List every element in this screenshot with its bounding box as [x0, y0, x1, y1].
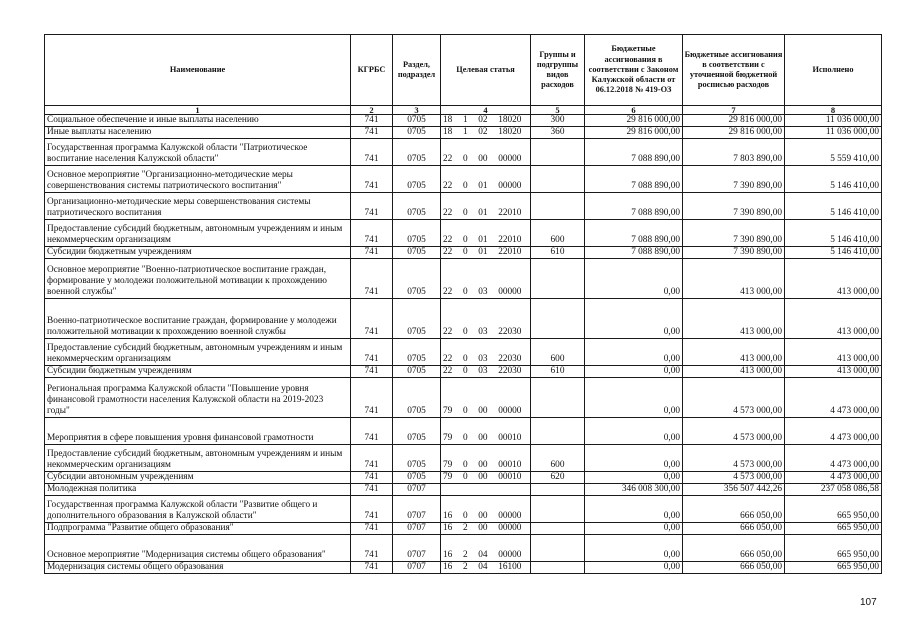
- table-cell-executed: 5 559 410,00: [785, 139, 882, 166]
- column-number: 4: [441, 106, 531, 115]
- table-cell-executed: 413 000,00: [785, 299, 882, 339]
- table-cell-law: 0,00: [585, 366, 683, 378]
- table-cell-name: Региональная программа Калужской области "Повышение уровня финансовой грамотности населения Калужской области на 2019-2023 годы": [45, 378, 351, 418]
- table-cell-refined: 7 390 890,00: [683, 220, 785, 247]
- table-row: [45, 496, 882, 523]
- table-row: [45, 127, 882, 139]
- table-cell-section: 0705: [393, 127, 441, 139]
- table-cell-section: 0707: [393, 496, 441, 523]
- table-cell-kgrbs: 741: [351, 445, 393, 472]
- table-row: [45, 472, 882, 484]
- table-cell-law: 7 088 890,00: [585, 247, 683, 259]
- table-cell-section: 0705: [393, 259, 441, 299]
- table-cell-kgrbs: 741: [351, 496, 393, 523]
- table-cell-target: 22 0 03 22030: [441, 339, 531, 366]
- table-cell-refined: 356 507 442,26: [683, 484, 785, 496]
- table-cell-refined: 29 816 000,00: [683, 115, 785, 127]
- table-cell-target: 79 0 00 00010: [441, 472, 531, 484]
- table-cell-kgrbs: 741: [351, 339, 393, 366]
- table-cell-group: 600: [531, 220, 585, 247]
- column-number: 3: [393, 106, 441, 115]
- table-cell-target: 16 0 00 00000: [441, 496, 531, 523]
- table-cell-refined: 666 050,00: [683, 562, 785, 574]
- table-cell-group: [531, 193, 585, 220]
- table-cell-name: Субсидии бюджетным учреждениям: [45, 247, 351, 259]
- page-number: 107: [860, 597, 877, 608]
- table-cell-group: [531, 166, 585, 193]
- table-cell-target: 22 0 03 00000: [441, 259, 531, 299]
- table-cell-group: 360: [531, 127, 585, 139]
- table-cell-refined: 666 050,00: [683, 523, 785, 535]
- header-group: Группы и подгруппы видов расходов: [531, 35, 585, 106]
- table-cell-law: 29 816 000,00: [585, 115, 683, 127]
- table-cell-executed: 413 000,00: [785, 259, 882, 299]
- table-cell-target: 22 0 01 00000: [441, 166, 531, 193]
- table-cell-group: 600: [531, 445, 585, 472]
- table-cell-name: Модернизация системы общего образования: [45, 562, 351, 574]
- table-row: [45, 562, 882, 574]
- header-kgrbs: КГРБС: [351, 35, 393, 106]
- table-cell-group: [531, 378, 585, 418]
- table-cell-executed: 5 146 410,00: [785, 220, 882, 247]
- table-cell-section: 0705: [393, 220, 441, 247]
- table-cell-group: 600: [531, 339, 585, 366]
- table-cell-kgrbs: 741: [351, 535, 393, 562]
- table-cell-name: Основное мероприятие "Военно-патриотическое воспитание граждан, формирование у молодежи положительной мотивации к прохождению военной службы": [45, 259, 351, 299]
- table-cell-group: 610: [531, 247, 585, 259]
- table-cell-section: 0705: [393, 418, 441, 445]
- table-cell-name: Военно-патриотическое воспитание граждан, формирование у молодежи положительной мотивации к прохождению военной службы: [45, 299, 351, 339]
- table-cell-name: Государственная программа Калужской области "Патриотическое воспитание населения Калужской области": [45, 139, 351, 166]
- table-row: [45, 247, 882, 259]
- table-cell-executed: 5 146 410,00: [785, 247, 882, 259]
- table-row: [45, 220, 882, 247]
- table-cell-law: 346 008 300,00: [585, 484, 683, 496]
- table-cell-kgrbs: 741: [351, 418, 393, 445]
- table-cell-kgrbs: 741: [351, 193, 393, 220]
- table-cell-kgrbs: 741: [351, 166, 393, 193]
- table-cell-refined: 4 573 000,00: [683, 378, 785, 418]
- table-cell-target: 22 0 01 22010: [441, 220, 531, 247]
- table-cell-kgrbs: 741: [351, 127, 393, 139]
- table-cell-refined: 7 803 890,00: [683, 139, 785, 166]
- table-cell-group: [531, 484, 585, 496]
- table-row: [45, 378, 882, 418]
- table-cell-refined: 413 000,00: [683, 259, 785, 299]
- table-row: [45, 259, 882, 299]
- table-cell-target: 79 0 00 00010: [441, 445, 531, 472]
- table-cell-section: 0707: [393, 535, 441, 562]
- header-row: [45, 35, 882, 106]
- table-cell-group: [531, 418, 585, 445]
- table-cell-group: [531, 139, 585, 166]
- table-row: [45, 339, 882, 366]
- table-cell-executed: 4 473 000,00: [785, 418, 882, 445]
- table-row: [45, 139, 882, 166]
- table-cell-law: 7 088 890,00: [585, 220, 683, 247]
- table-cell-name: Предоставление субсидий бюджетным, автономным учреждениям и иным некоммерческим организациям: [45, 339, 351, 366]
- table-cell-group: 620: [531, 472, 585, 484]
- table-cell-target: 16 2 04 16100: [441, 562, 531, 574]
- table-cell-section: 0705: [393, 472, 441, 484]
- table-cell-law: 0,00: [585, 259, 683, 299]
- budget-table: [44, 34, 882, 574]
- table-cell-section: 0705: [393, 139, 441, 166]
- table-row: [45, 418, 882, 445]
- table-cell-kgrbs: 741: [351, 562, 393, 574]
- table-cell-refined: 4 573 000,00: [683, 472, 785, 484]
- header-target: Целевая статья: [441, 35, 531, 106]
- table-cell-group: [531, 523, 585, 535]
- table-cell-executed: 5 146 410,00: [785, 193, 882, 220]
- table-cell-refined: 666 050,00: [683, 535, 785, 562]
- table-cell-section: 0705: [393, 166, 441, 193]
- header-executed: Исполнено: [785, 35, 882, 106]
- table-cell-executed: 4 473 000,00: [785, 472, 882, 484]
- table-cell-executed: 4 473 000,00: [785, 445, 882, 472]
- table-cell-executed: 5 146 410,00: [785, 166, 882, 193]
- table-cell-name: Предоставление субсидий бюджетным, автономным учреждениям и иным некоммерческим организациям: [45, 445, 351, 472]
- table-cell-group: [531, 535, 585, 562]
- table-cell-name: Организационно-методические меры совершенствования системы патриотического воспитания: [45, 193, 351, 220]
- table-cell-section: 0705: [393, 366, 441, 378]
- table-row: [45, 193, 882, 220]
- table-cell-executed: 665 950,00: [785, 523, 882, 535]
- table-cell-name: Иные выплаты населению: [45, 127, 351, 139]
- table-cell-kgrbs: 741: [351, 366, 393, 378]
- table-cell-law: 0,00: [585, 472, 683, 484]
- table-cell-executed: 413 000,00: [785, 366, 882, 378]
- table-row: [45, 366, 882, 378]
- table-cell-kgrbs: 741: [351, 220, 393, 247]
- table-cell-kgrbs: 741: [351, 115, 393, 127]
- table-cell-refined: 666 050,00: [683, 496, 785, 523]
- table-cell-law: 7 088 890,00: [585, 193, 683, 220]
- table-cell-kgrbs: 741: [351, 259, 393, 299]
- table-cell-target: 18 1 02 18020: [441, 115, 531, 127]
- table-cell-group: [531, 562, 585, 574]
- table-cell-kgrbs: 741: [351, 299, 393, 339]
- table-cell-refined: 4 573 000,00: [683, 445, 785, 472]
- table-cell-target: 16 2 00 00000: [441, 523, 531, 535]
- table-cell-kgrbs: 741: [351, 484, 393, 496]
- table-cell-target: [441, 484, 531, 496]
- table-cell-executed: 11 036 000,00: [785, 127, 882, 139]
- table-cell-name: Молодежная политика: [45, 484, 351, 496]
- table-cell-target: 22 0 01 22010: [441, 193, 531, 220]
- table-cell-refined: 4 573 000,00: [683, 418, 785, 445]
- table-cell-target: 79 0 00 00000: [441, 378, 531, 418]
- header-name: Наименование: [45, 35, 351, 106]
- table-row: [45, 484, 882, 496]
- table-cell-section: 0707: [393, 484, 441, 496]
- table-cell-law: 0,00: [585, 299, 683, 339]
- table-row: [45, 115, 882, 127]
- table-cell-section: 0707: [393, 562, 441, 574]
- table-cell-refined: 29 816 000,00: [683, 127, 785, 139]
- table-cell-refined: 7 390 890,00: [683, 166, 785, 193]
- table-row: [45, 523, 882, 535]
- table-cell-name: Основное мероприятие "Модернизация системы общего образования": [45, 535, 351, 562]
- table-cell-section: 0705: [393, 247, 441, 259]
- table-cell-kgrbs: 741: [351, 139, 393, 166]
- column-number: 2: [351, 106, 393, 115]
- table-cell-name: Социальное обеспечение и иные выплаты населению: [45, 115, 351, 127]
- table-cell-target: 22 0 01 22010: [441, 247, 531, 259]
- table-cell-name: Мероприятия в сфере повышения уровня финансовой грамотности: [45, 418, 351, 445]
- table-cell-group: [531, 496, 585, 523]
- table-cell-law: 29 816 000,00: [585, 127, 683, 139]
- table-cell-executed: 665 950,00: [785, 535, 882, 562]
- table-body: [45, 115, 882, 574]
- table-cell-law: 0,00: [585, 445, 683, 472]
- table-cell-law: 7 088 890,00: [585, 139, 683, 166]
- table-cell-law: 0,00: [585, 378, 683, 418]
- column-number: 8: [785, 106, 882, 115]
- table-cell-law: 0,00: [585, 562, 683, 574]
- table-cell-group: [531, 299, 585, 339]
- table-cell-kgrbs: 741: [351, 378, 393, 418]
- table-cell-section: 0705: [393, 339, 441, 366]
- header-law: Бюджетные ассигнования в соответствии с Законом Калужской области от 06.12.2018 № 419-ОЗ: [585, 35, 683, 106]
- table-cell-law: 7 088 890,00: [585, 166, 683, 193]
- table-cell-refined: 413 000,00: [683, 366, 785, 378]
- table-cell-law: 0,00: [585, 523, 683, 535]
- table-row: [45, 166, 882, 193]
- table-cell-executed: 413 000,00: [785, 339, 882, 366]
- table-cell-executed: 237 058 086,58: [785, 484, 882, 496]
- table-cell-group: [531, 259, 585, 299]
- table-cell-target: 22 0 00 00000: [441, 139, 531, 166]
- table-cell-refined: 7 390 890,00: [683, 247, 785, 259]
- table-cell-section: 0705: [393, 378, 441, 418]
- table-cell-section: 0705: [393, 193, 441, 220]
- table-cell-executed: 665 950,00: [785, 562, 882, 574]
- table-cell-group: 300: [531, 115, 585, 127]
- table-cell-name: Государственная программа Калужской области "Развитие общего и дополнительного образования в Калужской области": [45, 496, 351, 523]
- table-cell-refined: 7 390 890,00: [683, 193, 785, 220]
- column-number-row: [45, 106, 882, 115]
- table-cell-kgrbs: 741: [351, 472, 393, 484]
- table-cell-refined: 413 000,00: [683, 299, 785, 339]
- table-cell-section: 0705: [393, 299, 441, 339]
- table-cell-executed: 11 036 000,00: [785, 115, 882, 127]
- table-cell-law: 0,00: [585, 418, 683, 445]
- table-cell-target: 16 2 04 00000: [441, 535, 531, 562]
- table-row: [45, 445, 882, 472]
- table-cell-name: Основное мероприятие "Организационно-методические меры совершенствования системы патриотического воспитания": [45, 166, 351, 193]
- table-cell-name: Субсидии бюджетным учреждениям: [45, 366, 351, 378]
- column-number: 7: [683, 106, 785, 115]
- column-number: 1: [45, 106, 351, 115]
- table-cell-name: Предоставление субсидий бюджетным, автономным учреждениям и иным некоммерческим организациям: [45, 220, 351, 247]
- table-cell-law: 0,00: [585, 535, 683, 562]
- table-cell-law: 0,00: [585, 339, 683, 366]
- table-cell-name: Субсидии автономным учреждениям: [45, 472, 351, 484]
- table-cell-executed: 665 950,00: [785, 496, 882, 523]
- header-refined: Бюджетные ассигнования в соответствии с уточненной бюджетной росписью расходов: [683, 35, 785, 106]
- header-section: Раздел, подраздел: [393, 35, 441, 106]
- table-cell-section: 0705: [393, 445, 441, 472]
- table-cell-kgrbs: 741: [351, 247, 393, 259]
- table-row: [45, 535, 882, 562]
- table-cell-section: 0705: [393, 115, 441, 127]
- table-cell-target: 22 0 03 22030: [441, 366, 531, 378]
- table-row: [45, 299, 882, 339]
- table-cell-section: 0707: [393, 523, 441, 535]
- table-cell-refined: 413 000,00: [683, 339, 785, 366]
- table-cell-kgrbs: 741: [351, 523, 393, 535]
- column-number: 5: [531, 106, 585, 115]
- column-number: 6: [585, 106, 683, 115]
- table-cell-group: 610: [531, 366, 585, 378]
- table-cell-law: 0,00: [585, 496, 683, 523]
- table-cell-name: Подпрограмма "Развитие общего образования": [45, 523, 351, 535]
- table-cell-target: 79 0 00 00010: [441, 418, 531, 445]
- table-cell-target: 18 1 02 18020: [441, 127, 531, 139]
- table-cell-target: 22 0 03 22030: [441, 299, 531, 339]
- table-cell-executed: 4 473 000,00: [785, 378, 882, 418]
